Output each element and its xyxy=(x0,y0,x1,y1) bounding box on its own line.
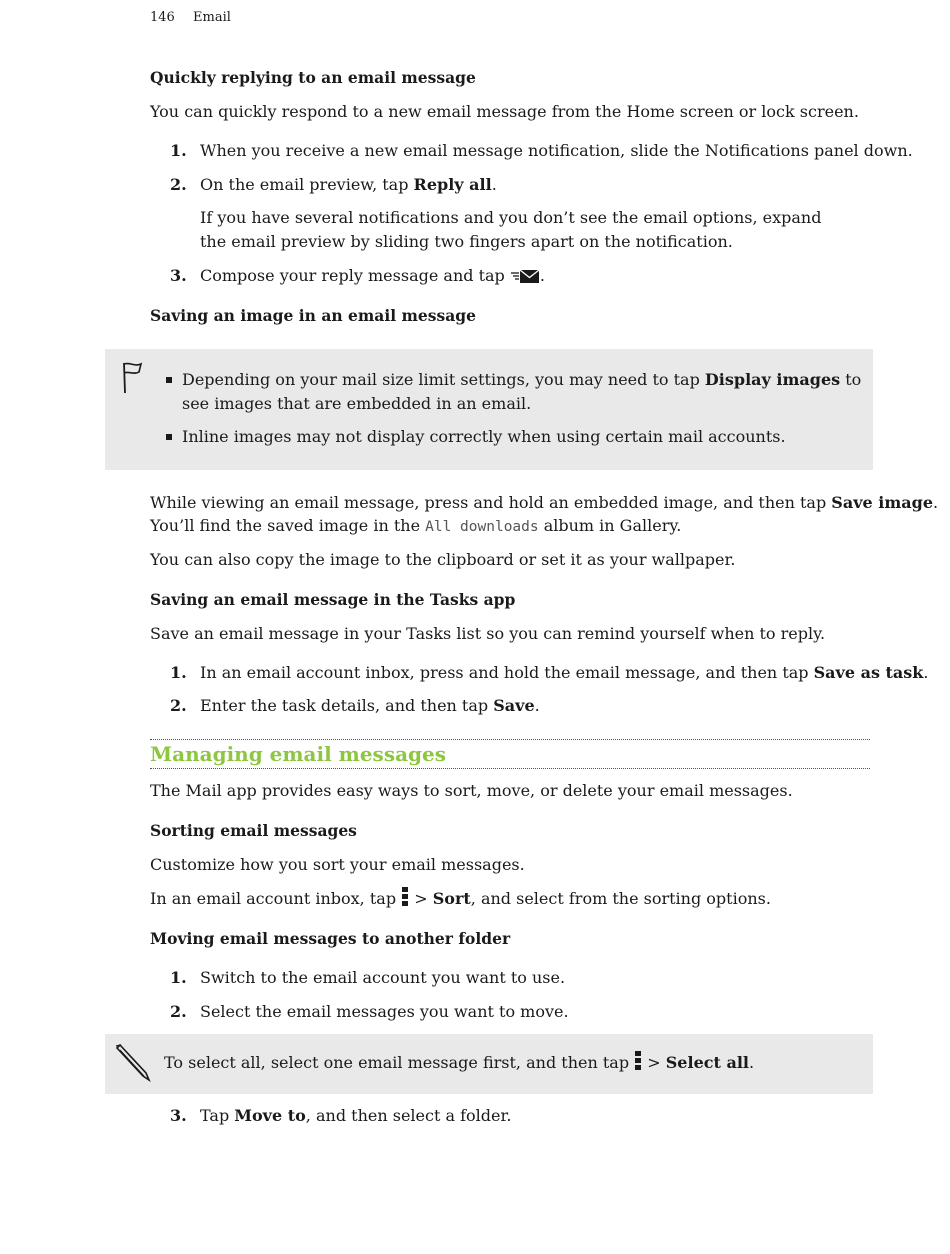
heading-sorting: Sorting email messages xyxy=(150,821,357,840)
heading-moving: Moving email messages to another folder xyxy=(150,929,511,948)
step-text: Tap Move to, and then select a folder. xyxy=(200,1106,512,1125)
step-number: 2. xyxy=(170,1002,187,1021)
more-vertical-icon xyxy=(634,1051,642,1078)
paragraph: Customize how you sort your email messages. xyxy=(150,855,525,874)
paragraph: The Mail app provides easy ways to sort, move, or delete your email messages. xyxy=(150,781,793,800)
step-text: On the email preview, tap Reply all. xyxy=(200,175,497,194)
paragraph: You’ll find the saved image in the All downloads album in Gallery. xyxy=(150,516,682,535)
tip-text: To select all, select one email message first, and then tap > Select all. xyxy=(164,1051,754,1078)
step-number: 1. xyxy=(170,141,187,160)
step-text: Select the email messages you want to move. xyxy=(200,1002,569,1021)
page-number: 146 xyxy=(150,10,175,25)
tip-box xyxy=(105,1034,873,1094)
paragraph: You can also copy the image to the clipboard or set it as your wallpaper. xyxy=(150,550,736,569)
step-number: 2. xyxy=(170,696,187,715)
note-box xyxy=(105,349,873,470)
note-item: Inline images may not display correctly when using certain mail accounts. xyxy=(182,427,786,446)
send-mail-icon xyxy=(510,267,540,291)
divider xyxy=(150,739,870,740)
note-item: Depending on your mail size limit settings, you may need to tap Display images to see images that are embedded in an email. xyxy=(182,370,862,413)
flag-icon xyxy=(121,361,143,402)
paragraph: While viewing an email message, press and hold an embedded image, and then tap Save image. xyxy=(150,493,939,512)
step-number: 3. xyxy=(170,266,187,285)
step-subtext: If you have several notifications and you don’t see the email options, expand the email preview by sliding two fingers apart on the notification. xyxy=(200,208,822,251)
paragraph: In an email account inbox, tap > Sort, and select from the sorting options. xyxy=(150,887,870,914)
step-number: 3. xyxy=(170,1106,187,1125)
paragraph: Save an email message in your Tasks list so you can remind yourself when to reply. xyxy=(150,624,826,643)
bullet xyxy=(166,377,172,383)
step-number: 1. xyxy=(170,663,187,682)
step-text: Compose your reply message and tap . xyxy=(200,264,870,291)
quick-reply-intro: You can quickly respond to a new email message from the Home screen or lock screen. xyxy=(150,102,859,121)
heading-save-task: Saving an email message in the Tasks app xyxy=(150,590,516,609)
album-name: All downloads xyxy=(425,519,539,535)
section-title: Managing email messages xyxy=(150,742,447,766)
step-number: 1. xyxy=(170,968,187,987)
heading-quick-reply: Quickly replying to an email message xyxy=(150,68,476,87)
step-text: In an email account inbox, press and hold the email message, and then tap Save as task. xyxy=(200,663,929,682)
step-text: Enter the task details, and then tap Save. xyxy=(200,696,540,715)
heading-save-image: Saving an image in an email message xyxy=(150,306,476,325)
step-text: Switch to the email account you want to use. xyxy=(200,968,566,987)
pencil-icon xyxy=(113,1044,151,1089)
divider xyxy=(150,768,870,769)
section-name: Email xyxy=(193,10,231,25)
more-vertical-icon xyxy=(401,887,409,914)
step-text: When you receive a new email message notification, slide the Notifications panel down. xyxy=(200,141,913,160)
bullet xyxy=(166,434,172,440)
reply-all-label: Reply all xyxy=(413,175,492,194)
step-number: 2. xyxy=(170,175,187,194)
